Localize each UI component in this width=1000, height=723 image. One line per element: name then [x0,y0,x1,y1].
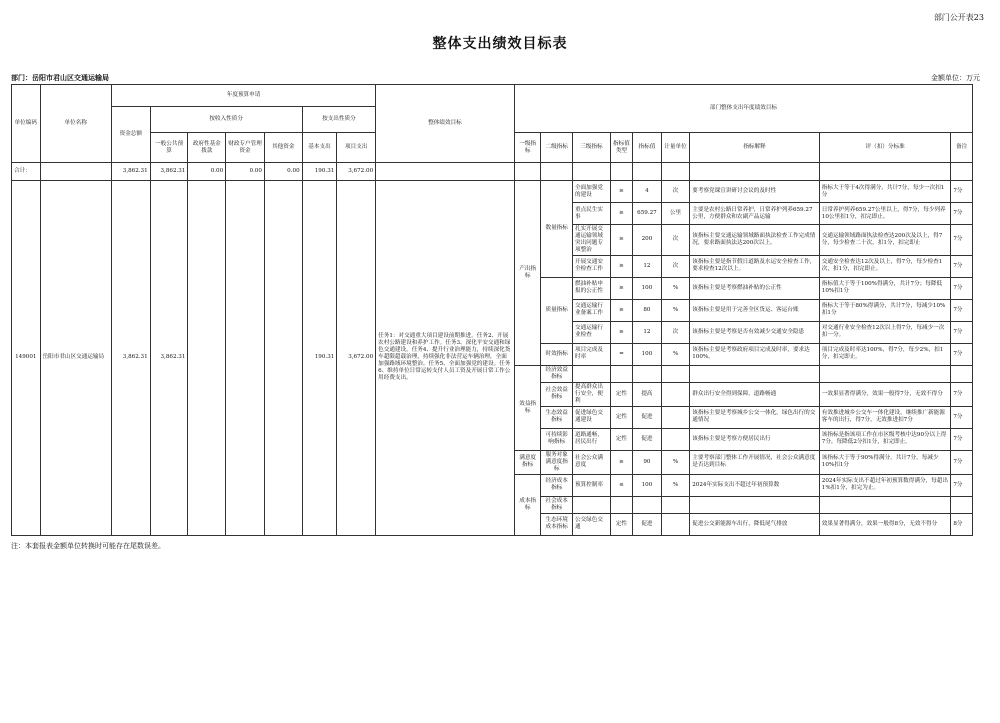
indicator-name: 交通运输行业备案工作 [572,299,610,321]
lvl2-social: 社会效益指标 [541,382,573,406]
total-special: 0.00 [226,163,265,181]
total-other: 0.00 [264,163,302,181]
indicator-name: 提高群众出行安全，便利 [572,382,610,406]
indicator-name: 预算控制率 [572,474,610,496]
total-label: 合计： [12,163,41,181]
lvl2-social-cost: 社会成本指标 [541,496,573,513]
indicator-name: 公交绿色交通 [572,513,610,535]
indicator-name: 开展交通安全检查工作 [572,255,610,277]
page-title: 整体支出绩效目标表 [432,36,568,52]
table-row: 交通运输行业检查 ≥ 12 次 该指标主要是考察是否有效减少交通安全隐患 对交通行业安全检查12次以上得7分，每减少一次扣一分。 7分 [12,321,973,343]
lvl2-eco-cost: 生态环境成本指标 [541,513,573,535]
lvl2-timeliness: 时效指标 [541,343,573,365]
table-row: 生态环境成本指标 公交绿色交通 定性 促进 促进公交新能源车出行，降低尾气排放 效果显著得满分，效果一般得8分，无效不得分 8分 [12,513,973,535]
table-row: 可持续影响指标 道路通畅，居民出行 定性 促进 该指标主要是考察方便居民出行 该指标是指该项工作在市区级考核中达90分以上得7分，每降低2分扣1分，扣完即止。 7分 [12,428,973,450]
header-dept-goal: 部门整体支出年度绩效目标 [514,85,972,133]
unit-name: 岳阳市君山区交通运输局 [40,181,111,536]
header-lvl2: 二级指标 [541,133,573,163]
indicator-name: 社会公众满意度 [572,450,610,474]
indicator-name: 项目完成及时率 [572,343,610,365]
indicator-name: 重点民生实事 [572,203,610,225]
indicator-name: 扎实开展交通运输领域突出问题专项整治 [572,225,610,256]
header-gov-fund: 政府性基金拨款 [188,133,226,163]
lvl1-cost: 成本指标 [514,474,541,535]
header-general-budget: 一般公共预算 [150,133,188,163]
form-tag: 部门公开表23 [933,13,984,22]
header-other-funds: 其他资金 [264,133,302,163]
header-overall-goal: 整体绩效目标 [376,85,515,163]
table-row: 时效指标 项目完成及时率 = 100 % 该指标主要是考察政府项目完成及时率，要求达100%。 项目完成及时率达100%，得7分，每少2%，扣1分，扣完即止。 7分 [12,343,973,365]
table-row: 社会效益指标 提高群众出行安全，便利 定性 提高 群众出行安全得到保障，道路畅通 一效果显著得满分，效果一般得7分，无效不得分 7分 [12,382,973,406]
header-special-mgmt: 财政专户管理资金 [226,133,265,163]
footnote: 注：本套报表金额单位转换时可能存在尾数误差。 [11,542,165,550]
table-row: 149001 岳阳市君山区交通运输局 3,862.31 3,862.31 190.31 3,672.00 任务1：对交通重大项目建设前期推进。任务2、开展农村公路建设和养护工作。任务3、深化平安交通和绿色交通建设。任务4、提升行业治理能力，持续深化货车超限超载治理，持续强化非法营运车辆治理，全面加强路域环境整治。任务5、全面加强党的建设。任务6、维持单位日常运转支付人员工资及开展日常工作公用经费支出。 产出指标 数量指标 全面加强党的建设 ≥ 4 次 要考察党课宣讲研讨会议的及时性 指标大于等于4次得满分，共计7分，每少一次扣1分 7分 [12,181,973,203]
total-project: 3,672.00 [337,163,376,181]
header-val: 指标值 [633,133,662,163]
header-project-exp: 项目支出 [337,133,376,163]
header-criteria: 评（扣）分标准 [819,133,951,163]
header-budget-apply: 年度预算申请 [111,85,375,107]
header-total-funds: 资金总额 [111,107,150,163]
indicator-name: 促进绿色交通建设 [572,406,610,428]
lvl1-output: 产出指标 [514,181,541,366]
lvl1-benefit: 效益指标 [514,365,541,450]
lvl2-ecological: 生态效益指标 [541,406,573,428]
header-unit-code: 单位编码 [12,85,41,163]
table-row: 开展交通安全检查工作 ≥ 12 次 该指标主要是指节假日道路及水运安全检查工作，要求检查12次以上。 交通安全检查达12次及以上，得7分，每少检查1次，扣1分，扣完即止。 7分 [12,255,973,277]
lvl1-satisfaction: 满意度指标 [514,450,541,474]
table-row: 满意度指标 服务对象满意度指标 社会公众满意度 ≥ 90 % 主要考察部门整体工作开展情况，社会公众满意度是否达到目标 该指标大于等于90%得满分，共计7分，每减少10%扣1分 7分 [12,450,973,474]
unit-label: 金额单位：万元 [931,74,980,82]
lvl2-economic: 经济效益指标 [541,365,573,382]
header-by-expense: 按支出性质分 [302,107,376,133]
table-row: 质量指标 燃油补贴申报的公正性 ≥ 100 % 该指标主要是考察燃油补贴的公正性 指标值大于等于100%得满分，共计7分；每降低10%扣1分 7分 [12,277,973,299]
department-label: 部门：岳阳市君山区交通运输局 [11,73,109,82]
unit-project: 3,672.00 [337,181,376,536]
header-basic-exp: 基本支出 [302,133,337,163]
lvl2-service-satisfaction: 服务对象满意度指标 [541,450,573,474]
overall-goal-text: 任务1：对交通重大项目建设前期推进。任务2、开展农村公路建设和养护工作。任务3、深化平安交通和绿色交通建设。任务4、提升行业治理能力，持续深化货车超限超载治理，持续强化非法营运车辆治理，全面加强路域环境整治。任务5、全面加强党的建设。任务6、维持单位日常运转支付人员工资及开展日常工作公用经费支出。 [376,181,515,536]
unit-general: 3,862.31 [150,181,188,536]
table-row: 交通运输行业备案工作 ≥ 80 % 该指标主要是用于完善全区货运、客运台账 指标大于等于80%得满分，共计7分，每减少10%扣1分 7分 [12,299,973,321]
indicator-name: 燃油补贴申报的公正性 [572,277,610,299]
table-row: 重点民生实事 ≥ 659.27 公里 主要是农村公路日常养护，日常养护列养659.27公里，方便群众和农副产品运输 日常养护列养659.27公里以上，得7分，每少列养10公里扣1分，扣完即止。 7分 [12,203,973,225]
unit-code: 149001 [12,181,41,536]
lvl2-quality: 质量指标 [541,277,573,343]
lvl2-sustainable: 可持续影响指标 [541,428,573,450]
total-gov-fund: 0.00 [188,163,226,181]
header-lvl1: 一级指标 [514,133,541,163]
unit-basic: 190.31 [302,181,337,536]
header-lvl3: 三级指标 [572,133,610,163]
header-val-type: 指标值类型 [610,133,632,163]
performance-table [11,84,973,536]
unit-total: 3,862.31 [111,181,150,536]
header-measure: 计量单位 [661,133,690,163]
table-row: 扎实开展交通运输领域突出问题专项整治 ≥ 200 次 该指标主要交通运输领域路面执法检查工作完成情况，要求路面执法达200次以上。 交通运输领域路面执法检查达200次及以上，得7分，每少检查二十次，扣1分，扣完即止 7分 [12,225,973,256]
indicator-name: 道路通畅，居民出行 [572,428,610,450]
indicator-name: 全面加强党的建设 [572,181,610,203]
table-row: 生态效益指标 促进绿色交通建设 定性 促进 该指标主要是考察城乡公交一体化，绿色出行的交通情况 有效推进城乡公交车一体化建设，继续推广新能源客车的出行，得7分，无效推进扣7分 7分 [12,406,973,428]
header-by-income: 按收入性质分 [150,107,302,133]
total-basic: 190.31 [302,163,337,181]
header-explain: 指标解释 [690,133,820,163]
total-general: 3,862.31 [150,163,188,181]
indicator-name: 交通运输行业检查 [572,321,610,343]
table-row: 成本指标 经济成本指标 预算控制率 ≤ 100 % 2024年实际支出不超过年初预算数 2024年实际支出不超过年初预算数得满分，每超出1%扣1分，扣完为止。 7分 [12,474,973,496]
lvl2-quantity: 数量指标 [541,181,573,278]
total-funds: 3,862.31 [111,163,150,181]
header-remark: 备注 [951,133,973,163]
lvl2-econ-cost: 经济成本指标 [541,474,573,496]
header-unit-name: 单位名称 [40,85,111,163]
total-row [12,163,973,181]
